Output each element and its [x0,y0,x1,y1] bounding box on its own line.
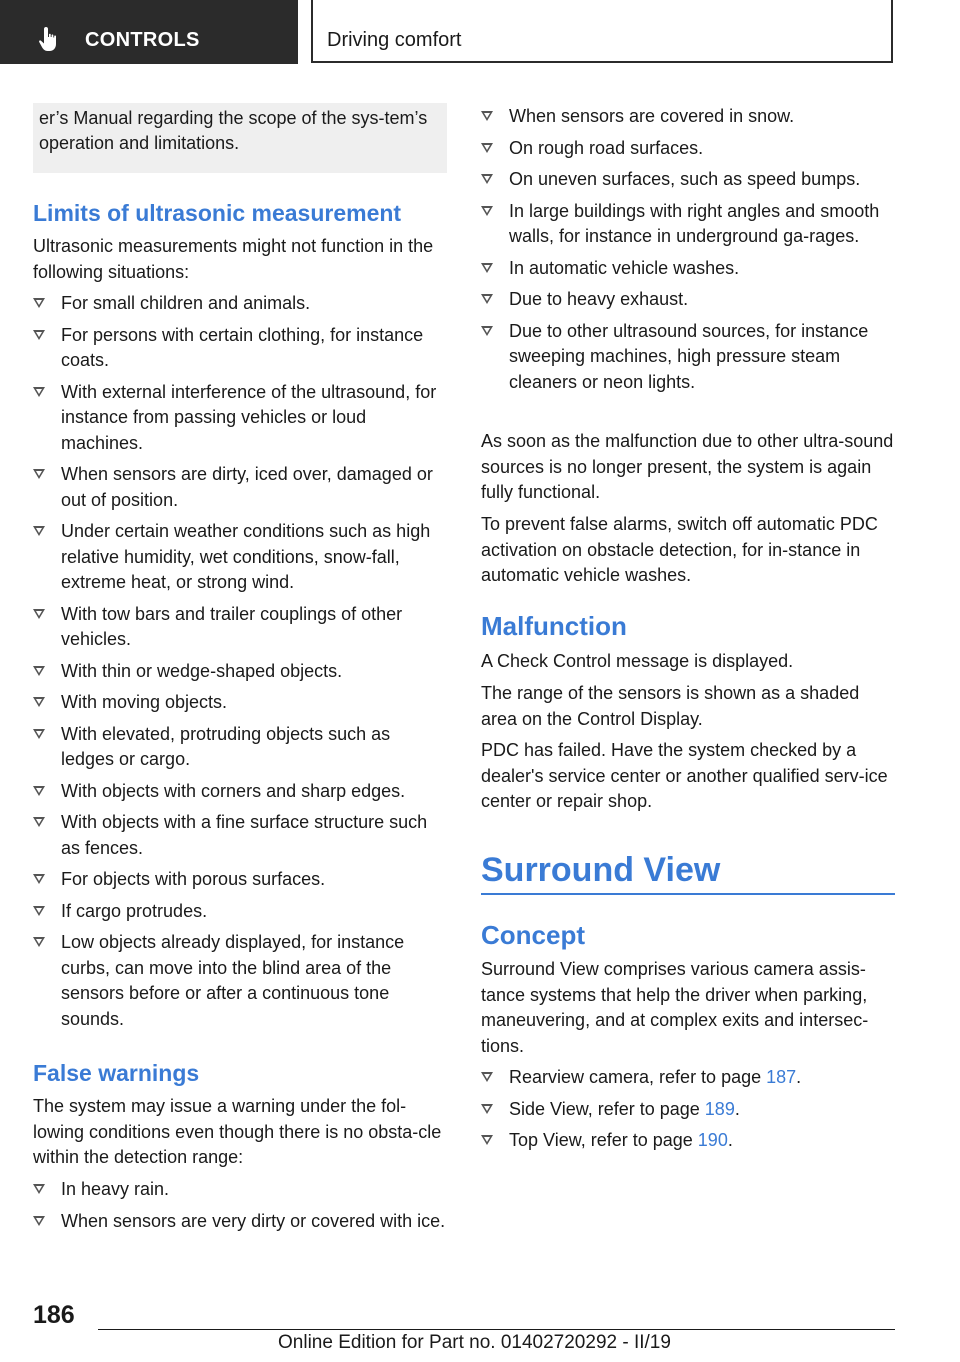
edition-text: Online Edition for Part no. 01402720292 - II/19 [278,1332,671,1353]
limits-intro: Ultrasonic measurements might not function in the following situations: [33,236,434,282]
triangle-bullet-icon [481,294,493,304]
list-item: Side View, refer to page 189. [481,1097,895,1123]
triangle-bullet-icon [481,1072,493,1082]
section-rule [481,893,895,895]
chapter-label: Driving comfort [327,29,462,51]
triangle-bullet-icon [33,729,45,739]
paragraph-false-alarms: To prevent false alarms, switch off automatic PDC activation on obstacle detection, for in-stance in automatic vehicle washes. [481,514,878,585]
malfunction-heading: Malfunction [481,611,627,641]
list-item: With elevated, protruding objects such as ledges or cargo. [33,722,447,773]
triangle-bullet-icon [481,143,493,153]
triangle-bullet-icon [33,526,45,536]
triangle-bullet-icon [33,1184,45,1194]
list-item: With objects with a fine surface structure such as fences. [33,810,447,861]
triangle-bullet-icon [33,937,45,947]
list-item: With external interference of the ultrasound, for instance from passing vehicles or loud machines. [33,380,447,457]
list-item: Due to heavy exhaust. [481,287,895,313]
triangle-bullet-icon [481,111,493,121]
list-item: With thin or wedge-shaped objects. [33,659,447,685]
list-item: Low objects already displayed, for instance curbs, can move into the blind area of the sensors before or after a continuous tone sounds. [33,930,447,1032]
hand-pointer-icon [38,26,62,52]
triangle-bullet-icon [33,387,45,397]
false-warnings-intro: The system may issue a warning under the fol-lowing conditions even though there is no obsta-cle within the detection range: [33,1096,442,1167]
paragraph-recovery: As soon as the malfunction due to other ultra-sound sources is no longer present, the system is again fully functional. [481,431,894,502]
list-item: When sensors are covered in snow. [481,104,895,130]
list-item: With moving objects. [33,690,447,716]
page-link-190[interactable]: 190 [697,1130,728,1150]
concept-list [481,1065,895,1154]
section-label: CONTROLS [85,29,200,51]
triangle-bullet-icon [481,206,493,216]
list-item: If cargo protrudes. [33,899,447,925]
concept-text: Surround View comprises various camera assis-tance systems that help the driver when parking, maneuvering, and at complex exits and intersec-tions. [481,959,869,1056]
surround-view-heading: Surround View [481,851,721,889]
triangle-bullet-icon [33,874,45,884]
triangle-bullet-icon [481,263,493,273]
note-box [33,103,447,173]
list-item: On uneven surfaces, such as speed bumps. [481,167,895,193]
malfunction-text-1: A Check Control message is displayed. [481,651,794,671]
list-item: For small children and animals. [33,291,447,317]
page-link-189[interactable]: 189 [704,1098,735,1119]
triangle-bullet-icon [33,906,45,916]
triangle-bullet-icon [33,786,45,796]
list-item: When sensors are dirty, iced over, damaged or out of position. [33,462,447,513]
list-item: With tow bars and trailer couplings of other vehicles. [33,602,447,653]
false-warnings-list [33,1177,447,1234]
page-header [0,0,960,66]
triangle-bullet-icon [33,469,45,479]
list-item: With objects with corners and sharp edges. [33,779,447,805]
list-item: On rough road surfaces. [481,136,895,162]
triangle-bullet-icon [481,1135,493,1145]
list-item: Top View, refer to page 190. [481,1128,895,1154]
list-item: Rearview camera, refer to page 187. [481,1065,895,1091]
triangle-bullet-icon [33,1216,45,1226]
triangle-bullet-icon [33,666,45,676]
list-item: For persons with certain clothing, for instance coats. [33,323,447,374]
list-item: When sensors are very dirty or covered with ice. [33,1209,447,1235]
list-item: For objects with porous surfaces. [33,867,447,893]
page-number: 186 [33,1301,75,1329]
list-item: In automatic vehicle washes. [481,256,895,282]
triangle-bullet-icon [481,174,493,184]
list-item: In large buildings with right angles and smooth walls, for instance in underground ga-rages. [481,199,895,250]
malfunction-text-3: PDC has failed. Have the system checked by a dealer's service center or another qualified serv-ice center or repair shop. [481,740,888,811]
section-tab [0,0,298,64]
triangle-bullet-icon [33,697,45,707]
list-item: Under certain weather conditions such as high relative humidity, wet conditions, snow-fall, extreme heat, or strong wind. [33,519,447,596]
malfunction-text-2: The range of the sensors is shown as a shaded area on the Control Display. [481,683,860,729]
triangle-bullet-icon [33,298,45,308]
note-text: er’s Manual regarding the scope of the sys-tem’s operation and limitations. [39,108,428,153]
false-warnings-list-continued [481,104,895,395]
page-link-187[interactable]: 187 [766,1067,797,1087]
triangle-bullet-icon [33,330,45,340]
limits-heading: Limits of ultrasonic measurement [33,200,402,226]
triangle-bullet-icon [481,1104,493,1114]
chapter-tab [311,0,893,63]
triangle-bullet-icon [33,817,45,827]
concept-heading: Concept [481,920,585,950]
limits-list [33,291,447,1032]
triangle-bullet-icon [33,609,45,619]
triangle-bullet-icon [481,326,493,336]
footer-rule [98,1329,895,1330]
false-warnings-heading: False warnings [33,1060,200,1086]
list-item: Due to other ultrasound sources, for instance sweeping machines, high pressure steam cleaners or neon lights. [481,319,895,396]
list-item: In heavy rain. [33,1177,447,1203]
